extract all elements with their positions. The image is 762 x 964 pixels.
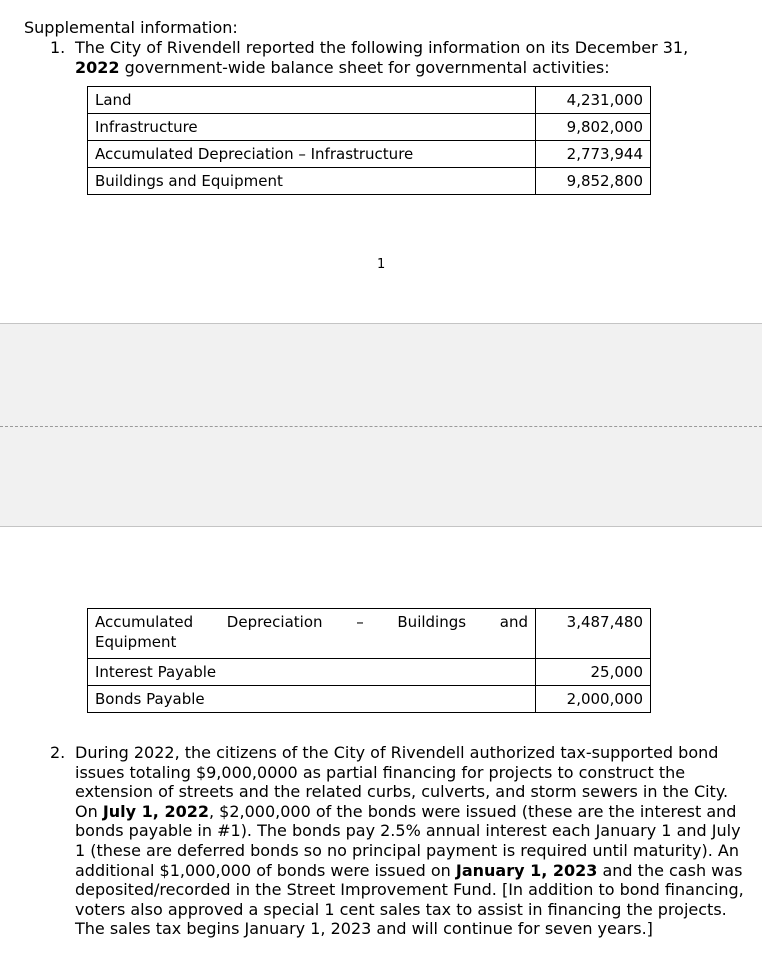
row-label: Interest Payable: [88, 659, 536, 686]
item-1: [50, 38, 740, 78]
row-label: Land: [88, 87, 536, 114]
table-row: [88, 168, 651, 195]
row-amount: 25,000: [536, 659, 651, 686]
label-word: Accumulated: [95, 613, 194, 631]
page-break-dashed-line: [0, 426, 762, 427]
row-amount: 2,773,944: [536, 141, 651, 168]
row-amount: 2,000,000: [536, 686, 651, 713]
row-label-line-2: Equipment: [95, 633, 177, 651]
table-row: [88, 686, 651, 713]
item-2-bold-date: July 1, 2022: [102, 801, 209, 821]
item-1-text-b: government-wide balance sheet for governmental activities:: [119, 58, 610, 77]
label-word: Buildings: [397, 613, 467, 631]
item-2-text-part: During 2022, the citizens of the City of Rivendell authorized tax-supported bond issues totaling $9,000,0000 as partial financing for projects to construct the extension of streets and the related curbs, culverts, and storm sewers in the City. On: [75, 743, 729, 821]
page-number: 1: [377, 257, 386, 272]
supplemental-heading: Supplemental information:: [24, 18, 238, 37]
row-label: Accumulated Depreciation – Infrastructure: [88, 141, 536, 168]
item-2-text-part: , $2,000,000 of the bonds were issued (these are the interest and bonds payable in #1). The bonds pay 2.5% annual interest each January 1 and July 1 (these are deferred bonds so no principal payment is required until maturity). An additional $1,000,000 of bonds were issued on: [75, 801, 741, 880]
balance-sheet-table-1: [87, 86, 651, 195]
row-label: Buildings and Equipment: [88, 168, 536, 195]
row-amount: 4,231,000: [536, 87, 651, 114]
label-word: and: [499, 613, 528, 631]
table-row: [88, 114, 651, 141]
row-label: Bonds Payable: [88, 686, 536, 713]
row-amount: 9,802,000: [536, 114, 651, 141]
label-word: Depreciation: [226, 613, 323, 631]
table-row: [88, 609, 651, 659]
item-2: [50, 743, 750, 939]
page-break: [0, 323, 762, 527]
row-label: [88, 609, 536, 659]
item-2-number: 2.: [50, 743, 66, 762]
item-1-number: 1.: [50, 38, 66, 57]
item-2-text-part: and the cash was deposited/recorded in the Street Improvement Fund. [In addition to bond financing, voters also approved a special 1 cent sales tax to assist in financing the projects. The sales tax begins January 1, 2023 and will continue for seven years.]: [75, 860, 744, 939]
row-label: Infrastructure: [88, 114, 536, 141]
row-amount: 3,487,480: [536, 609, 651, 659]
label-word: –: [356, 613, 364, 631]
balance-sheet-table-2: [87, 608, 651, 713]
table-row: [88, 87, 651, 114]
table-row: [88, 141, 651, 168]
item-2-text: [75, 743, 750, 939]
row-label-line-1: [95, 612, 528, 632]
item-1-text-a: The City of Rivendell reported the following information on its December 31,: [75, 38, 689, 57]
table-row: [88, 659, 651, 686]
item-1-year: 2022: [75, 58, 120, 77]
row-amount: 9,852,800: [536, 168, 651, 195]
item-2-bold-date: January 1, 2023: [455, 860, 598, 880]
item-1-text: [75, 38, 740, 78]
